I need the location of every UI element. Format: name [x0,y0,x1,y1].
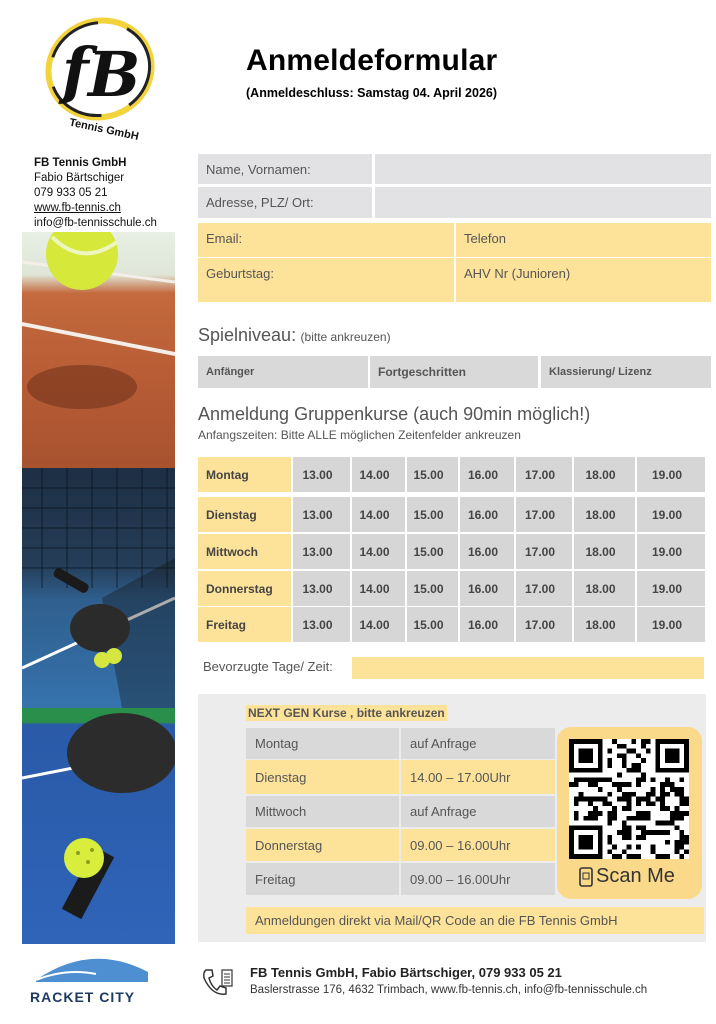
time-slot-checkbox[interactable]: 13.00 [293,571,350,606]
schedule-day-montag: Montag [198,457,291,492]
time-slot-checkbox[interactable]: 17.00 [516,571,572,606]
time-slot-checkbox[interactable]: 17.00 [516,497,572,532]
time-slot-checkbox[interactable]: 19.00 [637,571,705,606]
level-option-beginner[interactable]: Anfänger [198,356,368,388]
time-slot-checkbox[interactable]: 18.00 [574,607,635,642]
fb-tennis-logo [40,14,160,144]
svg-text:Tennis GmbH: Tennis GmbH [68,116,140,143]
time-slot-checkbox[interactable]: 15.00 [407,457,458,492]
phone-icon [579,867,593,887]
time-slot-checkbox[interactable]: 18.00 [574,571,635,606]
time-slot-checkbox[interactable]: 16.00 [460,497,514,532]
time-slot-checkbox[interactable]: 13.00 [293,534,350,569]
nextgen-time-tuesday: 14.00 – 17.00Uhr [401,760,555,794]
nextgen-day-tuesday[interactable]: Dienstag [246,760,399,794]
schedule-day-freitag: Freitag [198,607,291,642]
footer-address-line: Baslerstrasse 176, 4632 Trimbach, www.fb-tennis.ch, info@fb-tennisschule.ch [250,984,648,996]
time-slot-checkbox[interactable]: 14.00 [352,534,405,569]
schedule-day-dienstag: Dienstag [198,497,291,532]
name-field[interactable] [375,154,711,184]
racket-city-logo [26,950,156,1008]
time-slot-checkbox[interactable]: 19.00 [637,497,705,532]
phone-contact-icon [200,966,234,998]
scan-me-label [579,865,675,888]
time-slot-checkbox[interactable]: 18.00 [574,497,635,532]
group-heading: Anmeldung Gruppenkurse (auch 90min möglich!) [198,404,591,424]
level-hint: (bitte ankreuzen) [300,330,391,344]
nextgen-footer: Anmeldungen direkt via Mail/QR Code an die FB Tennis GmbH [246,907,704,934]
level-heading [198,325,391,346]
nextgen-time-wednesday: auf Anfrage [401,796,555,827]
nextgen-title: NEXT GEN Kurse , bitte ankreuzen [248,706,445,720]
registration-deadline: (Anmeldeschluss: Samstag 04. April 2026) [246,86,498,100]
nextgen-time-thursday: 09.00 – 16.00Uhr [401,829,555,861]
time-slot-checkbox[interactable]: 14.00 [352,571,405,606]
qr-code[interactable] [569,739,689,859]
time-slot-checkbox[interactable]: 15.00 [407,534,458,569]
level-option-advanced[interactable]: Fortgeschritten [370,356,538,388]
time-slot-checkbox[interactable]: 18.00 [574,457,635,492]
time-slot-checkbox[interactable]: 13.00 [293,497,350,532]
schedule-day-donnerstag: Donnerstag [198,571,291,606]
padel-court-photo [22,468,175,708]
schedule-day-mittwoch: Mittwoch [198,534,291,569]
svg-text:f: f [62,34,89,107]
email-field[interactable]: Email: [198,223,454,257]
time-slot-checkbox[interactable]: 15.00 [407,571,458,606]
name-label: Name, Vornamen: [198,154,372,184]
time-slot-checkbox[interactable]: 14.00 [352,497,405,532]
time-slot-checkbox[interactable]: 16.00 [460,571,514,606]
address-label: Adresse, PLZ/ Ort: [198,187,372,218]
time-slot-checkbox[interactable]: 15.00 [407,497,458,532]
company-info [34,156,157,231]
group-hint: Anfangszeiten: Bitte ALLE möglichen Zeitenfelder ankreuzen [198,428,521,442]
company-name: FB Tennis GmbH [34,157,127,169]
company-person: Fabio Bärtschiger [34,172,125,184]
time-slot-checkbox[interactable]: 16.00 [460,457,514,492]
company-email[interactable]: info@fb-tennisschule.ch [34,217,157,229]
pickleball-photo [22,708,175,944]
time-slot-checkbox[interactable]: 19.00 [637,457,705,492]
time-slot-checkbox[interactable]: 14.00 [352,457,405,492]
time-slot-checkbox[interactable]: 13.00 [293,607,350,642]
time-slot-checkbox[interactable]: 17.00 [516,607,572,642]
time-slot-checkbox[interactable]: 18.00 [574,534,635,569]
birthday-field[interactable]: Geburtstag: [198,258,454,302]
time-slot-checkbox[interactable]: 17.00 [516,534,572,569]
ahv-field[interactable]: AHV Nr (Junioren) [456,258,711,302]
address-field[interactable] [375,187,711,218]
nextgen-day-monday[interactable]: Montag [246,728,399,759]
phone-field[interactable]: Telefon [456,223,711,257]
scan-me-text: Scan Me [596,865,675,887]
nextgen-day-wednesday[interactable]: Mittwoch [246,796,399,827]
preference-label: Bevorzugte Tage/ Zeit: [203,659,333,674]
company-phone: 079 933 05 21 [34,187,108,199]
time-slot-checkbox[interactable]: 16.00 [460,607,514,642]
time-slot-checkbox[interactable]: 13.00 [293,457,350,492]
preference-field[interactable] [352,657,704,679]
nextgen-time-friday: 09.00 – 16.00Uhr [401,863,555,895]
time-slot-checkbox[interactable]: 19.00 [637,607,705,642]
time-slot-checkbox[interactable]: 16.00 [460,534,514,569]
level-option-licensed[interactable]: Klassierung/ Lizenz [541,356,711,388]
time-slot-checkbox[interactable]: 19.00 [637,534,705,569]
svg-text:RACKET CITY: RACKET CITY [30,989,136,1005]
company-website-link[interactable]: www.fb-tennis.ch [34,202,121,214]
footer-company-line: FB Tennis GmbH, Fabio Bärtschiger, 079 933 05 21 [250,965,562,980]
tennis-ball-photo [22,232,175,468]
qr-code-card[interactable] [557,727,702,899]
time-slot-checkbox[interactable]: 15.00 [407,607,458,642]
nextgen-time-monday: auf Anfrage [401,728,555,759]
time-slot-checkbox[interactable]: 14.00 [352,607,405,642]
level-title: Spielniveau: [198,325,297,345]
page-title: Anmeldeformular [246,44,498,77]
svg-text:B: B [88,38,141,111]
nextgen-day-thursday[interactable]: Donnerstag [246,829,399,861]
nextgen-day-friday[interactable]: Freitag [246,863,399,895]
time-slot-checkbox[interactable]: 17.00 [516,457,572,492]
